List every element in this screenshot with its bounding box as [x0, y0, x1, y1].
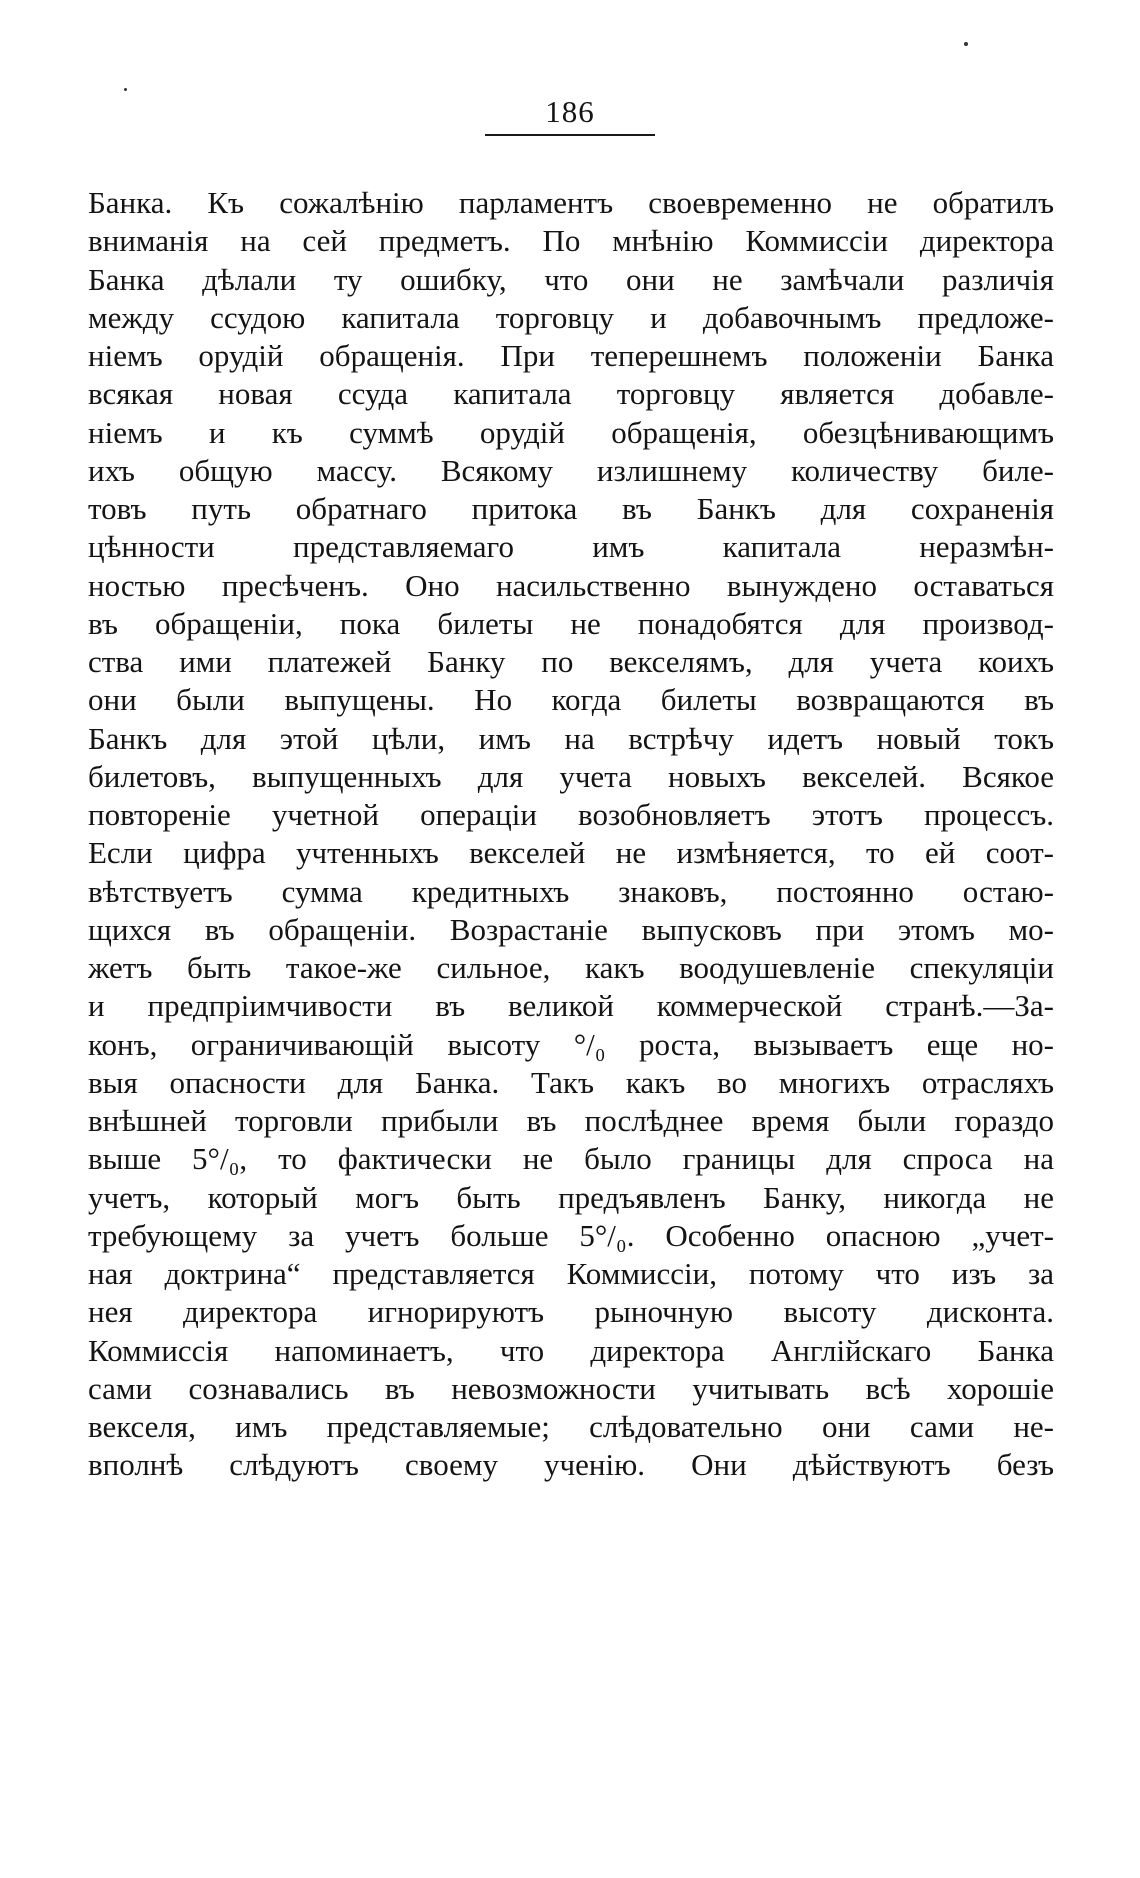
printing-speck-top-left	[124, 88, 127, 91]
text-line: ства ими платежей Банку по векселямъ, для учета коихъ	[88, 644, 1054, 679]
text-line: между ссудою капитала торговцу и добавочнымъ предложе-	[88, 299, 1054, 335]
text-line: внѣшней торговли прибыли въ послѣднее время были гораздо	[88, 1103, 1054, 1138]
text-line: Банка. Къ сожалѣнію парламентъ своевременно не обратилъ	[88, 185, 1054, 220]
text-line: нея директора игнорируютъ рыночную высоту дисконта.	[88, 1294, 1054, 1330]
text-line: и предпріимчивости въ великой коммерческой странѣ.—За-	[88, 988, 1054, 1024]
text-line: щихся въ обращеніи. Возрастаніе выпусковъ при этомъ мо-	[88, 911, 1054, 947]
text-line: вѣтствуетъ сумма кредитныхъ знаковъ, постоянно остаю-	[88, 873, 1054, 909]
text-line: Если цифра учтенныхъ векселей не измѣняется, то ей соот-	[88, 835, 1054, 871]
text-line: сами сознавались въ невозможности учитывать всѣ хорошіе	[88, 1370, 1054, 1406]
text-line: Коммиссія напоминаетъ, что директора Англійскаго Банка	[88, 1332, 1054, 1368]
text-line: ная доктрина“ представляется Коммиссіи, потому что изъ за	[88, 1256, 1054, 1291]
text-line: повтореніе учетной операціи возобновляетъ этотъ процессъ.	[88, 797, 1054, 832]
text-line: товъ путь обратнаго притока въ Банкъ для сохраненія	[88, 491, 1054, 526]
text-line: жетъ быть такое-же сильное, какъ воодушевленіе спекуляціи	[88, 950, 1054, 985]
printing-speck-top-right	[964, 42, 968, 46]
text-line: Банка дѣлали ту ошибку, что они не замѣчали различія	[88, 261, 1054, 297]
body-text	[88, 184, 1054, 1485]
text-line: цѣнности представляемаго имъ капитала неразмѣн-	[88, 529, 1054, 565]
text-line: ніемъ и къ суммѣ орудій обращенія, обезцѣнивающимъ	[88, 414, 1054, 450]
text-line: всякая новая ссуда капитала торговцу является добавле-	[88, 376, 1054, 412]
text-line: ихъ общую массу. Всякому излишнему количеству биле-	[88, 452, 1054, 488]
text-line: выя опасности для Банка. Такъ какъ во многихъ отрасляхъ	[88, 1064, 1054, 1100]
text-line: вниманія на сей предметъ. По мнѣнію Коммиссіи директора	[88, 223, 1054, 259]
text-line: выше 5°/₀, то фактически не было границы для спроса на	[88, 1141, 1054, 1177]
text-line: конъ, ограничивающій высоту °/₀ роста, вызываетъ еще но-	[88, 1026, 1054, 1062]
text-line: требующему за учетъ больше 5°/₀. Особенно опасною „учет-	[88, 1217, 1054, 1253]
text-line: векселя, имъ представляемые; слѣдовательно они сами не-	[88, 1409, 1054, 1444]
text-line: билетовъ, выпущенныхъ для учета новыхъ векселей. Всякое	[88, 758, 1054, 794]
text-line: они были выпущены. Но когда билеты возвращаются въ	[88, 682, 1054, 718]
page-number: 186	[545, 94, 595, 129]
text-line: вполнѣ слѣдуютъ своему ученію. Они дѣйствуютъ безъ	[88, 1447, 1054, 1483]
text-line: ніемъ орудій обращенія. При теперешнемъ положеніи Банка	[88, 338, 1054, 373]
header-rule	[485, 134, 655, 136]
text-line: Банкъ для этой цѣли, имъ на встрѣчу идетъ новый токъ	[88, 720, 1054, 756]
text-line: въ обращеніи, пока билеты не понадобятся для производ-	[88, 605, 1054, 641]
text-line: учетъ, который могъ быть предъявленъ Банку, никогда не	[88, 1179, 1054, 1215]
text-line: ностью пресѣченъ. Оно насильственно вынуждено оставаться	[88, 567, 1054, 603]
